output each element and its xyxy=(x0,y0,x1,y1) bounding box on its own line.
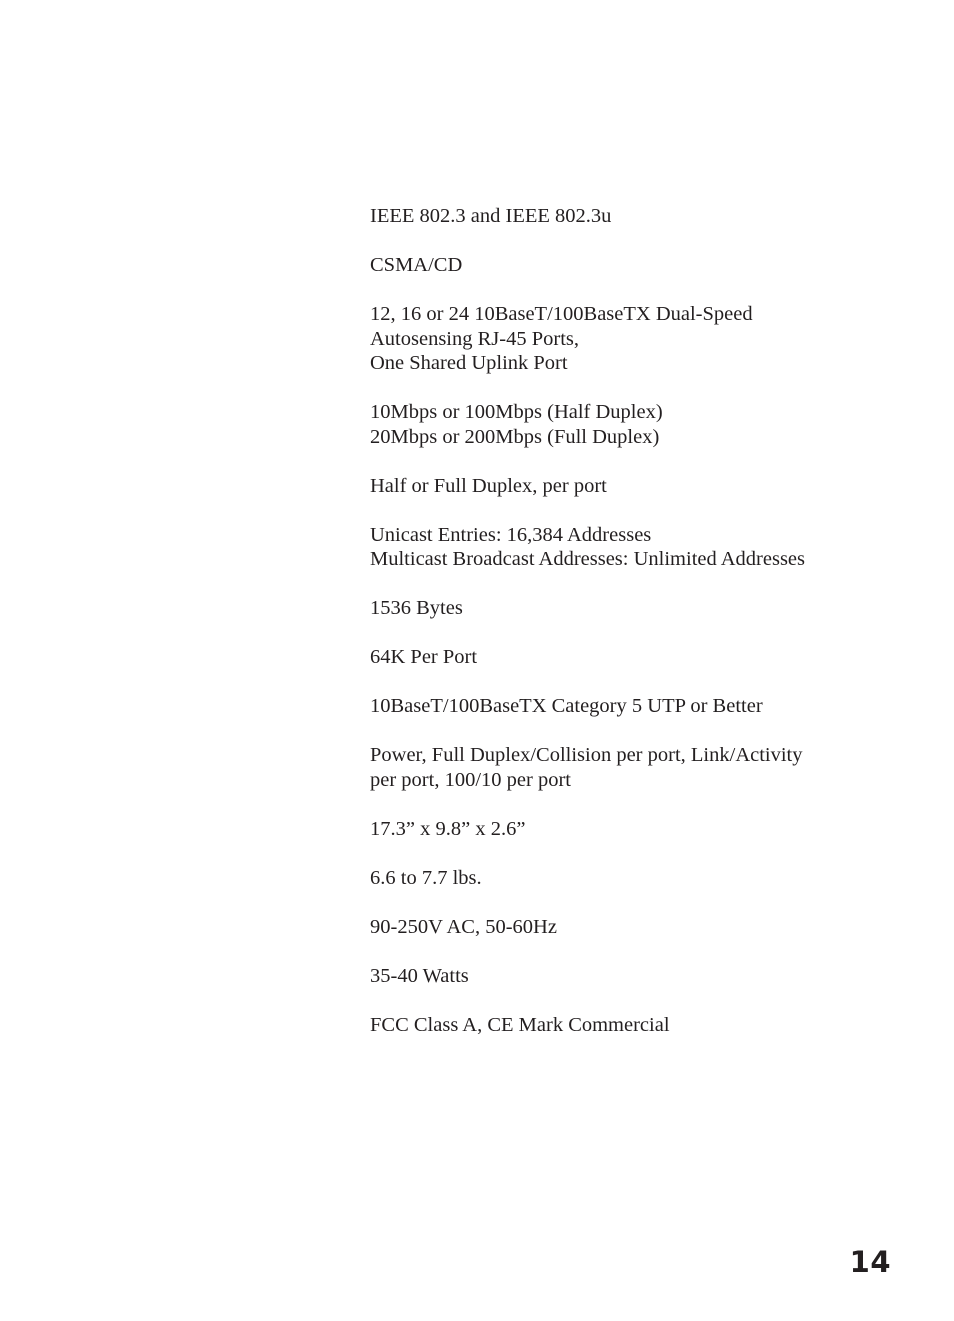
spec-power-consumption xyxy=(370,964,930,989)
spec-line: 12, 16 or 24 10BaseT/100BaseTX Dual-Speed xyxy=(370,303,753,325)
spec-address-table xyxy=(370,523,930,572)
spec-cabling xyxy=(370,694,930,719)
spec-standards xyxy=(370,204,930,229)
spec-line: Half or Full Duplex, per port xyxy=(370,474,607,497)
spec-line: 20Mbps or 200Mbps (Full Duplex) xyxy=(370,425,660,448)
spec-line: 6.6 to 7.7 lbs. xyxy=(370,866,482,889)
spec-emissions xyxy=(370,1013,930,1038)
spec-duplex-mode xyxy=(370,474,930,499)
spec-line: Power, Full Duplex/Collision per port, Link/Activity xyxy=(370,744,803,766)
spec-max-frame-size xyxy=(370,596,930,621)
spec-ports xyxy=(370,302,930,376)
specification-values-list xyxy=(370,204,930,1062)
spec-line: IEEE 802.3 and IEEE 802.3u xyxy=(370,205,612,227)
spec-line: 10BaseT/100BaseTX Category 5 UTP or Better xyxy=(370,695,763,717)
spec-led-indicators xyxy=(370,743,930,792)
spec-line: FCC Class A, CE Mark Commercial xyxy=(370,1013,670,1036)
spec-line: 1536 Bytes xyxy=(370,597,463,619)
spec-line: 17.3” x 9.8” x 2.6” xyxy=(370,817,526,840)
spec-weight xyxy=(370,866,930,891)
spec-line: Autosensing RJ-45 Ports, xyxy=(370,327,580,350)
spec-line: 64K Per Port xyxy=(370,646,478,668)
page-number: 14 xyxy=(849,1245,891,1279)
spec-line: Unicast Entries: 16,384 Addresses xyxy=(370,523,652,546)
spec-buffer-memory xyxy=(370,645,930,670)
spec-power-input xyxy=(370,915,930,940)
spec-data-rate xyxy=(370,400,930,449)
spec-dimensions xyxy=(370,817,930,842)
spec-line: 10Mbps or 100Mbps (Half Duplex) xyxy=(370,401,663,423)
spec-line: 90-250V AC, 50-60Hz xyxy=(370,915,557,938)
spec-line: One Shared Uplink Port xyxy=(370,352,568,374)
spec-access-method xyxy=(370,253,930,278)
spec-line: Multicast Broadcast Addresses: Unlimited Addresses xyxy=(370,548,805,570)
spec-line: CSMA/CD xyxy=(370,254,463,276)
spec-line: per port, 100/10 per port xyxy=(370,768,571,791)
spec-line: 35-40 Watts xyxy=(370,964,469,987)
